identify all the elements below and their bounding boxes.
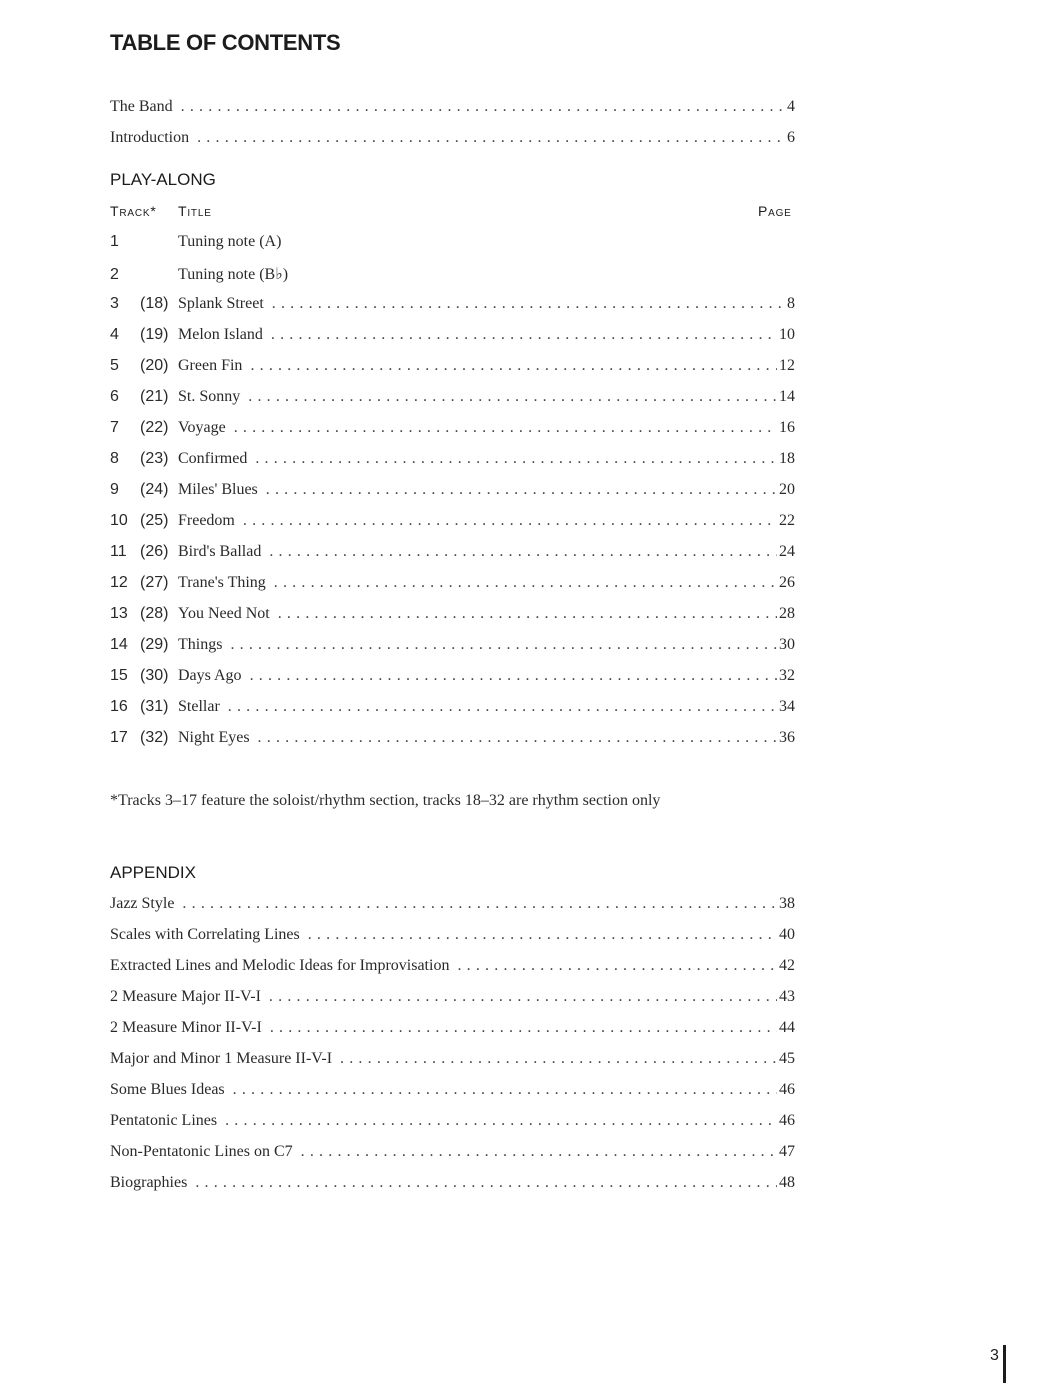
track-number: 12	[110, 574, 128, 591]
track-number: 2	[110, 266, 119, 283]
track-title: Green Fin	[178, 357, 243, 374]
appendix-entry[interactable]	[110, 1019, 795, 1041]
track-row[interactable]	[110, 264, 795, 286]
entry-label: Introduction	[110, 129, 190, 146]
track-row[interactable]	[110, 388, 795, 410]
dot-leader	[269, 543, 777, 561]
track-page: 12	[779, 357, 795, 374]
entry-page: 48	[779, 1174, 795, 1191]
dot-leader	[250, 357, 777, 375]
track-row[interactable]	[110, 357, 795, 379]
page-edge-bar	[1003, 1345, 1006, 1383]
track-page: 24	[779, 543, 795, 560]
track-row[interactable]	[110, 419, 795, 441]
track-row[interactable]	[110, 481, 795, 503]
track-page: 34	[779, 698, 795, 715]
track-alt-number: (21)	[140, 388, 169, 405]
track-page: 8	[787, 295, 795, 312]
dot-leader	[301, 1143, 777, 1161]
entry-label: Jazz Style	[110, 895, 175, 912]
entry-page: 46	[779, 1081, 795, 1098]
track-title: Stellar	[178, 698, 220, 715]
track-row[interactable]	[110, 636, 795, 658]
track-number: 16	[110, 698, 128, 715]
track-title: Confirmed	[178, 450, 248, 467]
track-row[interactable]	[110, 295, 795, 317]
track-number: 5	[110, 357, 119, 374]
column-header-track: Track*	[110, 203, 157, 219]
track-row[interactable]	[110, 450, 795, 472]
dot-leader	[272, 295, 785, 313]
track-alt-number: (30)	[140, 667, 169, 684]
appendix-entry[interactable]	[110, 1143, 795, 1165]
track-row[interactable]	[110, 667, 795, 689]
track-title: Tuning note (A)	[178, 233, 282, 250]
track-alt-number: (23)	[140, 450, 169, 467]
track-number: 4	[110, 326, 119, 343]
entry-label: Non-Pentatonic Lines on C7	[110, 1143, 293, 1160]
track-row[interactable]	[110, 233, 795, 255]
track-page: 30	[779, 636, 795, 653]
column-header-title: Title	[178, 203, 212, 219]
track-alt-number: (28)	[140, 605, 169, 622]
dot-leader	[278, 605, 777, 623]
dot-leader	[234, 419, 777, 437]
track-alt-number: (32)	[140, 729, 169, 746]
track-title: Splank Street	[178, 295, 264, 312]
entry-page: 42	[779, 957, 795, 974]
track-title: St. Sonny	[178, 388, 241, 405]
toc-entry[interactable]	[110, 98, 795, 120]
appendix-entry[interactable]	[110, 926, 795, 948]
track-alt-number: (24)	[140, 481, 169, 498]
entry-page: 45	[779, 1050, 795, 1067]
track-page: 10	[779, 326, 795, 343]
dot-leader	[258, 729, 777, 747]
entry-page: 6	[787, 129, 795, 146]
track-number: 7	[110, 419, 119, 436]
entry-label: Major and Minor 1 Measure II-V-I	[110, 1050, 333, 1067]
appendix-entry[interactable]	[110, 895, 795, 917]
appendix-entry[interactable]	[110, 988, 795, 1010]
entry-page: 40	[779, 926, 795, 943]
track-title: Tuning note (B♭)	[178, 266, 289, 283]
page-title: TABLE OF CONTENTS	[110, 30, 341, 55]
track-alt-number: (26)	[140, 543, 169, 560]
entry-label: Some Blues Ideas	[110, 1081, 225, 1098]
dot-leader	[457, 957, 777, 975]
track-title: Trane's Thing	[178, 574, 266, 591]
track-title: Melon Island	[178, 326, 263, 343]
dot-leader	[225, 1112, 777, 1130]
dot-leader	[228, 698, 777, 716]
track-number: 13	[110, 605, 128, 622]
track-page: 22	[779, 512, 795, 529]
track-page: 16	[779, 419, 795, 436]
entry-label: The Band	[110, 98, 173, 115]
toc-entry[interactable]	[110, 129, 795, 151]
dot-leader	[197, 129, 785, 147]
track-title: Days Ago	[178, 667, 242, 684]
track-row[interactable]	[110, 543, 795, 565]
track-row[interactable]	[110, 574, 795, 596]
track-title: Freedom	[178, 512, 235, 529]
dot-leader	[243, 512, 777, 530]
dot-leader	[248, 388, 777, 406]
entry-label: Scales with Correlating Lines	[110, 926, 300, 943]
track-row[interactable]	[110, 512, 795, 534]
dot-leader	[274, 574, 777, 592]
appendix-entry[interactable]	[110, 1112, 795, 1134]
track-alt-number: (29)	[140, 636, 169, 653]
track-alt-number: (31)	[140, 698, 169, 715]
track-number: 17	[110, 729, 128, 746]
track-page: 14	[779, 388, 795, 405]
page-number: 3	[990, 1347, 999, 1364]
entry-page: 4	[787, 98, 795, 115]
track-row[interactable]	[110, 326, 795, 348]
track-title: Bird's Ballad	[178, 543, 262, 560]
track-page: 20	[779, 481, 795, 498]
track-page: 36	[779, 729, 795, 746]
dot-leader	[250, 667, 777, 685]
track-title: Things	[178, 636, 223, 653]
appendix-entry[interactable]	[110, 1174, 795, 1196]
track-row[interactable]	[110, 729, 795, 751]
track-alt-number: (18)	[140, 295, 169, 312]
track-title: Miles' Blues	[178, 481, 258, 498]
track-alt-number: (20)	[140, 357, 169, 374]
entry-label: 2 Measure Minor II-V-I	[110, 1019, 262, 1036]
track-page: 32	[779, 667, 795, 684]
dot-leader	[195, 1174, 777, 1192]
dot-leader	[230, 636, 777, 654]
track-footnote: *Tracks 3–17 feature the soloist/rhythm section, tracks 18–32 are rhythm section only	[110, 792, 661, 809]
entry-page: 46	[779, 1112, 795, 1129]
dot-leader	[182, 895, 777, 913]
track-alt-number: (25)	[140, 512, 169, 529]
track-number: 8	[110, 450, 119, 467]
entry-label: Biographies	[110, 1174, 188, 1191]
track-page: 26	[779, 574, 795, 591]
track-title: Night Eyes	[178, 729, 250, 746]
column-header-page: Page	[758, 203, 792, 219]
track-number: 9	[110, 481, 119, 498]
appendix-entry[interactable]	[110, 1081, 795, 1103]
entry-page: 43	[779, 988, 795, 1005]
track-alt-number: (19)	[140, 326, 169, 343]
dot-leader	[233, 1081, 777, 1099]
entry-label: Extracted Lines and Melodic Ideas for Improvisation	[110, 957, 450, 974]
track-alt-number: (22)	[140, 419, 169, 436]
entry-label: Pentatonic Lines	[110, 1112, 218, 1129]
dot-leader	[340, 1050, 777, 1068]
appendix-entry[interactable]	[110, 1050, 795, 1072]
dot-leader	[255, 450, 777, 468]
dot-leader	[269, 988, 777, 1006]
dot-leader	[266, 481, 777, 499]
dot-leader	[271, 326, 777, 344]
dot-leader	[181, 98, 785, 116]
track-page: 18	[779, 450, 795, 467]
track-title: Voyage	[178, 419, 226, 436]
track-row[interactable]	[110, 605, 795, 627]
track-number: 14	[110, 636, 128, 653]
section-heading-appendix: APPENDIX	[110, 863, 196, 882]
track-row[interactable]	[110, 698, 795, 720]
track-number: 6	[110, 388, 119, 405]
section-heading-playalong: PLAY-ALONG	[110, 170, 216, 189]
track-title: You Need Not	[178, 605, 270, 622]
entry-page: 44	[779, 1019, 795, 1036]
dot-leader	[308, 926, 777, 944]
track-number: 15	[110, 667, 128, 684]
entry-page: 38	[779, 895, 795, 912]
track-number: 1	[110, 233, 119, 250]
track-number: 10	[110, 512, 128, 529]
entry-page: 47	[779, 1143, 795, 1160]
track-alt-number: (27)	[140, 574, 169, 591]
dot-leader	[270, 1019, 777, 1037]
track-number: 3	[110, 295, 119, 312]
appendix-entry[interactable]	[110, 957, 795, 979]
track-page: 28	[779, 605, 795, 622]
entry-label: 2 Measure Major II-V-I	[110, 988, 261, 1005]
track-number: 11	[110, 543, 127, 560]
